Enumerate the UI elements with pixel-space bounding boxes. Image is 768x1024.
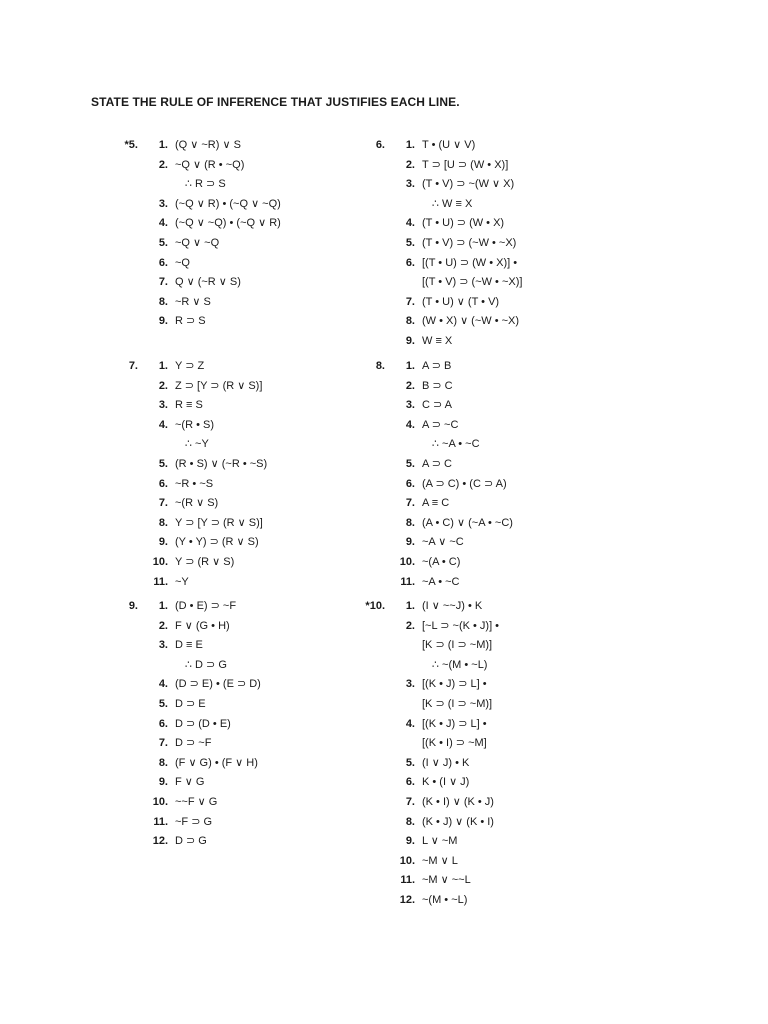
- proof-line: [357, 852, 657, 872]
- line-number: 8.: [405, 815, 415, 828]
- line-number: 7.: [405, 795, 415, 808]
- line-formula: Q ∨ (~R ∨ S): [175, 276, 241, 289]
- line-number: 2.: [158, 158, 168, 171]
- line-formula: D ⊃ G: [175, 835, 207, 848]
- proof-line: [357, 312, 657, 332]
- line-number: 2.: [405, 619, 415, 632]
- proof-line: [357, 332, 657, 352]
- problem-8: [357, 357, 657, 592]
- proof-line: [357, 734, 657, 754]
- problem-number: 6.: [375, 139, 385, 151]
- proof-line: [357, 475, 657, 495]
- line-formula: [(K • J) ⊃ L] •: [422, 678, 487, 691]
- proof-line: [357, 494, 657, 514]
- line-formula: Y ⊃ (R ∨ S): [175, 555, 235, 568]
- line-formula: (Y • Y) ⊃ (R ∨ S): [175, 536, 259, 549]
- line-number: 10.: [399, 555, 415, 568]
- line-number: 6.: [405, 776, 415, 789]
- proof-line: [357, 416, 657, 436]
- line-number: 6.: [158, 256, 168, 269]
- line-number: 6.: [405, 477, 415, 490]
- line-formula: K • (I ∨ J): [422, 776, 470, 789]
- line-formula: [(K • I) ⊃ ~M]: [422, 737, 487, 750]
- problem-number: *10.: [365, 600, 385, 612]
- line-formula: A ⊃ B: [422, 360, 452, 372]
- line-formula: ~Q ∨ (R • ~Q): [175, 158, 245, 171]
- proof-line: [357, 891, 657, 911]
- line-number: 5.: [158, 697, 168, 710]
- line-formula: (Q ∨ ~R) ∨ S: [175, 139, 241, 151]
- problem-number: 8.: [375, 360, 385, 372]
- line-formula: (T • U) ⊃ (W • X): [422, 217, 505, 230]
- line-formula: (K • I) ∨ (K • J): [422, 795, 494, 808]
- line-formula: R ≡ S: [175, 399, 203, 412]
- line-formula: ~A • ~C: [422, 575, 460, 588]
- line-number: 9.: [158, 776, 168, 789]
- line-number: 1.: [158, 600, 168, 612]
- line-number: 12.: [399, 893, 415, 906]
- line-formula: (I ∨ J) • K: [422, 756, 470, 769]
- line-formula: (D ⊃ E) • (E ⊃ D): [175, 678, 261, 691]
- line-number: 5.: [405, 756, 415, 769]
- line-number: 8.: [158, 516, 168, 529]
- line-formula: ~Q: [175, 256, 190, 269]
- line-number: 9.: [158, 315, 168, 328]
- proof-line: [357, 636, 657, 656]
- line-number: 2.: [158, 379, 168, 392]
- problem-10: [357, 597, 657, 911]
- line-number: 4.: [405, 217, 415, 230]
- line-number: 3.: [405, 399, 415, 412]
- line-formula: ∴ D ⊃ G: [185, 658, 227, 671]
- line-formula: ~M ∨ L: [422, 854, 458, 867]
- proof-line: [357, 514, 657, 534]
- line-number: 7.: [158, 737, 168, 750]
- line-formula: ~R • ~S: [175, 477, 214, 490]
- line-number: 1.: [405, 360, 415, 372]
- line-formula: (F ∨ G) • (F ∨ H): [175, 756, 258, 769]
- problem-number: 7.: [128, 360, 138, 372]
- line-number: 4.: [405, 418, 415, 431]
- line-formula: ~Q ∨ ~Q: [175, 236, 220, 249]
- line-number: 10.: [152, 555, 168, 568]
- line-formula: ∴ W ≡ X: [432, 197, 473, 210]
- line-formula: W ≡ X: [422, 334, 453, 347]
- proof-line: [357, 656, 657, 676]
- line-formula: [K ⊃ (I ⊃ ~M)]: [422, 639, 493, 652]
- line-formula: (A ⊃ C) • (C ⊃ A): [422, 477, 507, 490]
- line-number: 8.: [158, 295, 168, 308]
- proof-line: [357, 832, 657, 852]
- line-number: 8.: [405, 516, 415, 529]
- proof-line: [357, 435, 657, 455]
- line-number: 1.: [405, 139, 415, 151]
- proof-line: [357, 573, 657, 593]
- line-formula: ~(R • S): [175, 418, 214, 431]
- line-formula: R ⊃ S: [175, 315, 206, 328]
- line-formula: L ∨ ~M: [422, 835, 458, 848]
- line-formula: F ∨ G: [175, 776, 205, 789]
- line-number: 7.: [405, 295, 415, 308]
- line-number: 4.: [158, 418, 168, 431]
- line-formula: T • (U ∨ V): [422, 139, 476, 151]
- proof-line: [357, 195, 657, 215]
- proof-line: [357, 377, 657, 397]
- line-number: 10.: [152, 795, 168, 808]
- line-formula: B ⊃ C: [422, 379, 453, 392]
- line-formula: (A • C) ∨ (~A • ~C): [422, 516, 513, 529]
- line-number: 7.: [405, 497, 415, 510]
- line-formula: ∴ ~(M • ~L): [432, 658, 488, 671]
- line-number: 7.: [158, 276, 168, 289]
- line-number: 6.: [405, 256, 415, 269]
- line-number: 11.: [400, 575, 415, 588]
- line-formula: A ⊃ ~C: [422, 418, 459, 431]
- line-formula: [~L ⊃ ~(K • J)] •: [422, 619, 500, 632]
- line-number: 5.: [405, 236, 415, 249]
- proof-line: [357, 617, 657, 637]
- line-number: 11.: [400, 874, 415, 887]
- line-formula: (W • X) ∨ (~W • ~X): [422, 315, 520, 328]
- line-formula: ∴ ~A • ~C: [432, 438, 480, 451]
- line-number: 7.: [158, 497, 168, 510]
- line-formula: (~Q ∨ ~Q) • (~Q ∨ R): [175, 217, 281, 230]
- line-formula: [K ⊃ (I ⊃ ~M)]: [422, 697, 493, 710]
- line-number: 12.: [152, 835, 168, 848]
- line-formula: A ⊃ C: [422, 457, 453, 470]
- line-number: 6.: [158, 477, 168, 490]
- line-formula: ~(M • ~L): [422, 893, 468, 906]
- line-formula: ~(A • C): [422, 555, 461, 568]
- line-formula: ~~F ∨ G: [175, 795, 218, 808]
- proof-line: [357, 715, 657, 735]
- line-number: 2.: [405, 379, 415, 392]
- line-number: 4.: [405, 717, 415, 730]
- problem-number: 9.: [128, 600, 138, 612]
- proof-line: [357, 597, 657, 617]
- line-number: 11.: [153, 575, 168, 588]
- line-formula: (R • S) ∨ (~R • ~S): [175, 457, 268, 470]
- line-formula: C ⊃ A: [422, 399, 453, 412]
- line-formula: Y ⊃ Z: [175, 360, 205, 372]
- line-number: 5.: [405, 457, 415, 470]
- line-number: 1.: [158, 139, 168, 151]
- line-number: 1.: [158, 360, 168, 372]
- proof-line: [357, 455, 657, 475]
- line-number: 3.: [405, 678, 415, 691]
- proof-line: [357, 871, 657, 891]
- line-formula: ∴ ~Y: [185, 438, 209, 451]
- line-formula: (K • J) ∨ (K • I): [422, 815, 494, 828]
- line-formula: (I ∨ ~~J) • K: [422, 600, 483, 612]
- proof-line: [357, 156, 657, 176]
- line-number: 5.: [158, 457, 168, 470]
- proof-line: [357, 813, 657, 833]
- line-formula: D ⊃ E: [175, 697, 206, 710]
- problem-number: *5.: [124, 139, 138, 151]
- line-formula: ~(R ∨ S): [175, 497, 219, 510]
- line-number: 8.: [405, 315, 415, 328]
- line-formula: ∴ R ⊃ S: [185, 178, 226, 191]
- proof-line: [357, 396, 657, 416]
- line-formula: ~F ⊃ G: [175, 815, 213, 828]
- line-formula: ~M ∨ ~~L: [422, 874, 471, 887]
- line-number: 1.: [405, 600, 415, 612]
- proof-line: [357, 234, 657, 254]
- proof-line: [357, 357, 657, 377]
- line-number: 9.: [405, 536, 415, 549]
- line-formula: [(T • V) ⊃ (~W • ~X)]: [422, 276, 523, 289]
- line-number: 9.: [405, 835, 415, 848]
- proof-line: [357, 773, 657, 793]
- proof-line: [357, 136, 657, 156]
- line-formula: [(T • U) ⊃ (W • X)] •: [422, 256, 518, 269]
- proof-line: [357, 293, 657, 313]
- line-number: 3.: [158, 197, 168, 210]
- line-formula: (D • E) ⊃ ~F: [175, 600, 237, 612]
- line-formula: D ⊃ (D • E): [175, 717, 231, 730]
- proof-line: [357, 214, 657, 234]
- line-number: 5.: [158, 236, 168, 249]
- line-formula: Z ⊃ [Y ⊃ (R ∨ S)]: [175, 379, 263, 392]
- line-number: 2.: [158, 619, 168, 632]
- proof-line: [357, 553, 657, 573]
- line-formula: Y ⊃ [Y ⊃ (R ∨ S)]: [175, 516, 263, 529]
- line-formula: D ≡ E: [175, 639, 203, 652]
- line-formula: A ≡ C: [422, 497, 450, 510]
- line-formula: (T • V) ⊃ (~W • ~X): [422, 236, 517, 249]
- line-formula: (T • U) ∨ (T • V): [422, 295, 500, 308]
- proof-line: [357, 675, 657, 695]
- line-number: 4.: [158, 217, 168, 230]
- proof-line: [357, 273, 657, 293]
- line-number: 3.: [405, 178, 415, 191]
- line-formula: ~Y: [175, 575, 189, 588]
- line-number: 8.: [158, 756, 168, 769]
- line-formula: ~R ∨ S: [175, 295, 211, 308]
- line-number: 11.: [153, 815, 168, 828]
- line-formula: T ⊃ [U ⊃ (W • X)]: [422, 158, 509, 171]
- page-title: STATE THE RULE OF INFERENCE THAT JUSTIFIES EACH LINE.: [91, 95, 460, 109]
- proof-line: [357, 695, 657, 715]
- line-number: 2.: [405, 158, 415, 171]
- line-formula: [(K • J) ⊃ L] •: [422, 717, 487, 730]
- line-number: 6.: [158, 717, 168, 730]
- proof-line: [357, 254, 657, 274]
- line-number: 4.: [158, 678, 168, 691]
- proof-line: [357, 754, 657, 774]
- proof-line: [357, 533, 657, 553]
- line-number: 10.: [399, 854, 415, 867]
- line-number: 9.: [405, 334, 415, 347]
- proof-line: [357, 793, 657, 813]
- problem-6: [357, 136, 657, 352]
- proof-line: [357, 175, 657, 195]
- line-formula: ~A ∨ ~C: [422, 536, 464, 549]
- line-formula: (T • V) ⊃ ~(W ∨ X): [422, 178, 515, 191]
- line-number: 3.: [158, 399, 168, 412]
- line-formula: D ⊃ ~F: [175, 737, 212, 750]
- line-formula: (~Q ∨ R) • (~Q ∨ ~Q): [175, 197, 281, 210]
- line-number: 3.: [158, 639, 168, 652]
- line-formula: F ∨ (G • H): [175, 619, 230, 632]
- line-number: 9.: [158, 536, 168, 549]
